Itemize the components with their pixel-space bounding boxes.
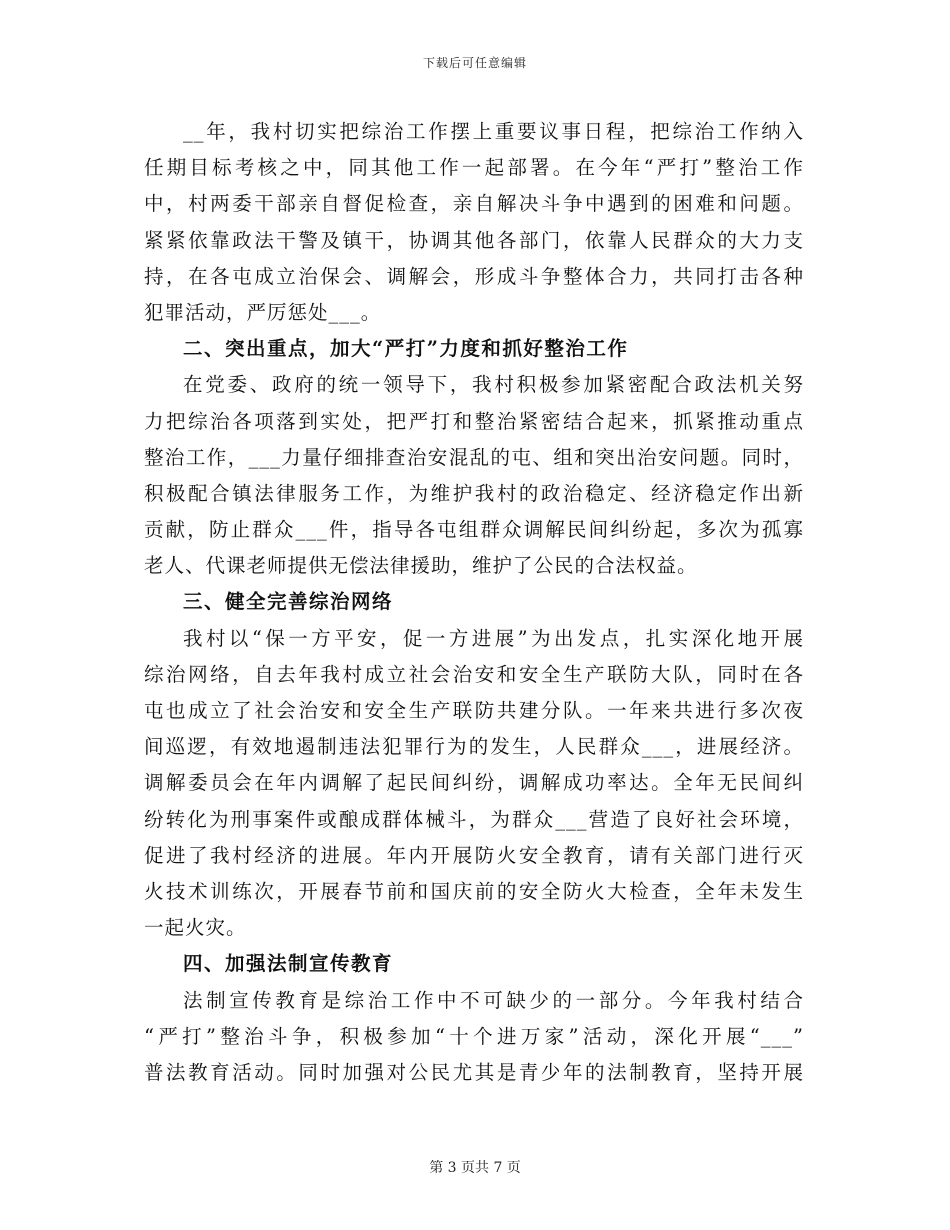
paragraph-line: 在党委、政府的统一领导下，我村积极参加紧密配合政法机关努 [183,373,804,397]
page-header: 下载后可任意编辑 [422,56,527,70]
paragraph-line: “严打”整治斗争，积极参加“十个进万家”活动，深化开展“___” [144,1024,804,1048]
paragraph-line: 贡献，防止群众___件，指导各屯组群众调解民间纠纷起，多次为孤寡 [144,518,804,542]
paragraph-line: 老人、代课老师提供无偿法律援助，维护了公民的合法权益。 [144,554,698,578]
paragraph-line: 中，村两委干部亲自督促检查，亲自解决斗争中遇到的困难和问题。 [144,192,804,216]
paragraph-line: 紧紧依靠政法干警及镇干，协调其他各部门，依靠人民群众的大力支 [144,228,804,252]
paragraph-line: 我村以“保一方平安，促一方进展”为出发点，扎实深化地开展 [183,626,804,650]
paragraph-line: 任期目标考核之中，同其他工作一起部署。在今年“严打”整治工作 [144,156,804,180]
paragraph-line: 促进了我村经济的进展。年内开展防火安全教育，请有关部门进行灭 [144,843,804,867]
paragraph-line: 力把综治各项落到实处，把严打和整治紧密结合起来，抓紧推动重点 [144,409,804,433]
paragraph-line: 整治工作，___力量仔细排查治安混乱的屯、组和突出治安问题。同时， [144,445,804,469]
paragraph-line: 间巡逻，有效地遏制违法犯罪行为的发生，人民群众___，进展经济。 [144,735,804,759]
paragraph-line: __年，我村切实把综治工作摆上重要议事日程，把综治工作纳入 [183,120,804,143]
section-heading: 三、健全完善综治网络 [183,590,394,614]
section-heading: 二、突出重点，加大“严打”力度和抓好整治工作 [183,337,629,361]
paragraph-line: 犯罪活动，严厉惩处___。 [144,300,382,324]
paragraph-line: 法制宣传教育是综治工作中不可缺少的一部分。今年我村结合 [183,988,804,1012]
paragraph-line: 纷转化为刑事案件或酿成群体械斗，为群众___营造了良好社会环境， [144,807,804,831]
paragraph-line: 普法教育活动。同时加强对公民尤其是青少年的法制教育，坚持开展 [144,1060,804,1084]
paragraph-line: 火技术训练次，开展春节前和国庆前的安全防火大检查，全年未发生 [144,879,804,903]
paragraph-line: 调解委员会在年内调解了起民间纠纷，调解成功率达。全年无民间纠 [144,771,804,795]
paragraph-line: 综治网络，自去年我村成立社会治安和安全生产联防大队，同时在各 [144,662,804,686]
paragraph-line: 一起火灾。 [144,916,247,940]
document-body [144,114,804,1091]
paragraph-line: 积极配合镇法律服务工作，为维护我村的政治稳定、经济稳定作出新 [144,481,804,505]
paragraph-line: 持，在各屯成立治保会、调解会，形成斗争整体合力，共同打击各种 [144,264,804,288]
section-heading: 四、加强法制宣传教育 [183,952,394,976]
page-footer: 第 3 页共 7 页 [429,1160,521,1176]
paragraph-line: 屯也成立了社会治安和安全生产联防共建分队。一年来共进行多次夜 [144,699,804,722]
